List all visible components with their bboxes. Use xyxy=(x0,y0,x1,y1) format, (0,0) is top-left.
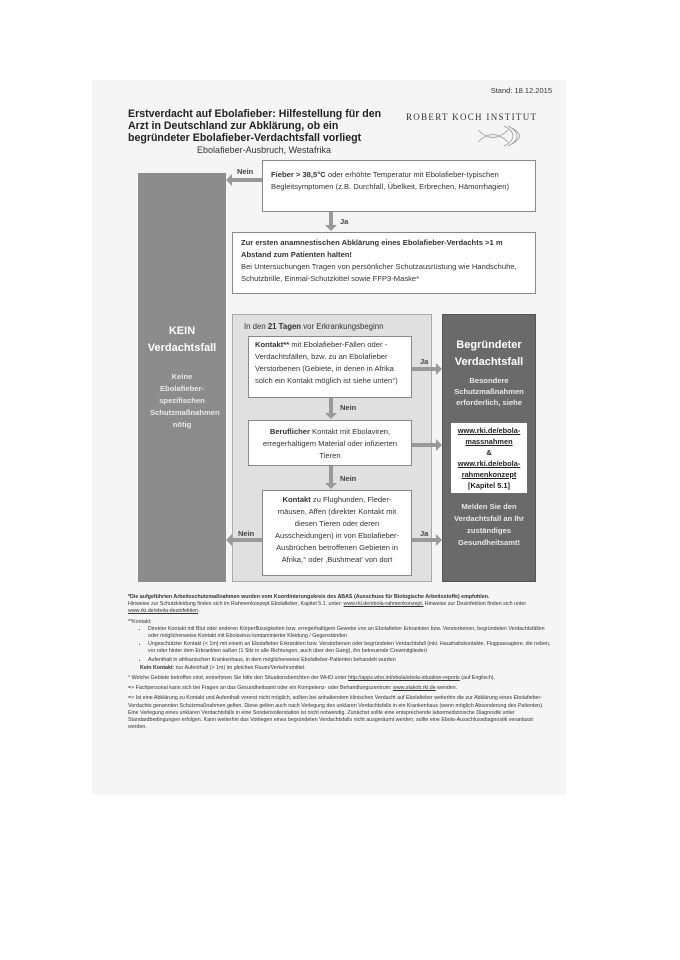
nein-arrow-2-head xyxy=(325,413,337,419)
nein-label-box5: Nein xyxy=(238,529,255,538)
ja-arrow-box3 xyxy=(412,367,436,371)
ja-arrow-1-head xyxy=(325,225,337,231)
justified-suspicion-title: Begründeter Verdachtsfall xyxy=(454,339,524,368)
contact-cases-text: mit Ebolafieber-Fällen oder -Verdachtsfällen, bzw. zu an Ebolafieber Verstorbenen (Gebiete, in denen in Afrika solch ein Kontakt möglich ist siehe unten°) xyxy=(255,340,398,385)
footnotes xyxy=(128,594,552,734)
note-contact-title: **Kontakt: xyxy=(128,618,152,625)
ja-label-box3: Ja xyxy=(420,357,429,366)
list-item: • Ungeschützter Kontakt (< 1m) mit einem an Ebolafieber Erkrankten bzw. Verstorbenen oder begründeten Verdachtsfall (inkl. Haushaltskontakte, Flugpassagiere, die neben, vor oder hinter dem Erkrankten saßen (1 Sitz in alle Richtungen, auch über den Gang), ihn betreuende Crewmitglieder) xyxy=(148,641,552,655)
link-desinfektion[interactable]: www.rki.de/ebola-desinfektion xyxy=(128,608,199,615)
list-item: • Direkter Kontakt mit Blut oder anderen Körperflüssigkeiten bzw. erregerhaltigem Gewebe von an Ebolafieber Erkrankten bzw. Verstorbenen, begründeten Verdachtsfällen oder möglicherweise Kontakt mit Ebolavirus kontaminierter Kleidung / Gegenständen xyxy=(148,626,552,640)
document-title: Erstverdacht auf Ebolafieber: Hilfestellung für den Arzt in Deutschland zur Abklärung, ob ein begründeter Ebolafieber-Verdachtsfall vorliegt xyxy=(128,108,382,144)
21-days-heading: In den 21 Tagen vor Erkrankungsbeginn xyxy=(244,322,384,331)
ja-arrow-1 xyxy=(329,212,333,226)
kapitel-reference: [Kapitel 5.1] xyxy=(468,481,510,490)
nein-arrow-top-head xyxy=(226,174,232,186)
ja-arrow-box4 xyxy=(412,443,436,447)
animal-contact-bold: Kontakt xyxy=(282,495,311,504)
link-who-reports[interactable]: http://apps.who.int/ebola/ebola-situation-reports xyxy=(348,675,460,682)
nein-arrow-box5-head xyxy=(226,534,232,546)
date-stamp: Stand: 18.12.2015 xyxy=(490,86,552,95)
nein-arrow-box5 xyxy=(232,538,262,542)
nein-label-top: Nein xyxy=(237,167,254,176)
nein-label-3: Nein xyxy=(340,474,357,483)
ja-arrow-box3-head xyxy=(436,363,442,375)
protective-measures-text: Besondere Schutzmaßnahmen erforderlich, siehe xyxy=(454,376,524,407)
nein-arrow-top xyxy=(232,178,262,182)
occupational-contact-box xyxy=(248,420,412,466)
document-subtitle: Ebolafieber-Ausbruch, Westafrika xyxy=(197,145,331,155)
note-who: ° Welche Gebiete betroffen sind, entnehmen Sie bitte den Situationsberichten der WHO unter http://apps.who.int/ebola/ebola-situation-reports (auf Englisch). xyxy=(128,675,496,682)
fever-criteria-bold: Fieber > 38,5°C xyxy=(271,170,326,179)
occupational-contact-bold: Beruflicher xyxy=(269,427,310,436)
contact-list xyxy=(148,626,552,664)
institute-name: ROBERT KOCH INSTITUT xyxy=(406,112,538,122)
distance-protection-text: Bei Untersuchungen Tragen von persönlicher Schutzausrüstung wie Handschuhe, Schutzbrille, Einmal-Schutzkittel sowie FFP3-Maske* xyxy=(241,262,517,283)
ja-arrow-box4-head xyxy=(436,439,442,451)
link-ebola-rahmenkonzept[interactable]: www.rki.de/ebola-rahmenkonzept xyxy=(457,459,521,479)
occupational-contact-text: Kontakt mit Ebolaviren, erregerhaltigem Material oder infizierten Tieren xyxy=(262,427,398,460)
report-health-office-text: Melden Sie den Verdachtsfall an Ihr zuständiges Gesundheitsamt! xyxy=(453,502,525,547)
no-suspicion-title: KEIN Verdachtsfall xyxy=(147,325,217,354)
link-ebola-massnahmen[interactable]: www.rki.de/ebola- massnahmen xyxy=(457,426,521,446)
justified-suspicion-column xyxy=(442,314,536,582)
21-days-bold: 21 Tagen xyxy=(267,322,302,331)
rki-logo-icon xyxy=(474,122,528,150)
nein-label-2: Nein xyxy=(340,403,357,412)
no-suspicion-text: Keine Ebolafieber-spezifischen Schutzmaßnahmen nötig xyxy=(150,372,220,429)
list-item: • Aufenthalt in afrikanischen Krankenhaus, in dem möglicherweise Ebolafieber-Patienten behandelt wurden xyxy=(148,657,552,664)
ja-arrow-box5-head xyxy=(436,534,442,546)
contact-cases-box xyxy=(248,336,412,398)
animal-contact-text: zu Flughunden, Fleder-mäusen, Affen (direkter Kontakt mit diesen Tieren oder deren Ausscheidungen) in von Ebolafieber-Ausbrüchen betroffenen Gebieten in Afrika,° oder ‚Bushmeat' von dort xyxy=(274,495,400,564)
distance-protection-bold: Zur ersten anamnestischen Abklärung eines Ebolafieber-Verdachts >1 m Abstand zum Patienten halten! xyxy=(241,238,503,259)
note-protection: *Die aufgeführten Arbeitsschutzmaßnahmen wurden vom Koordinierungskreis des ABAS (Ausschuss für Biologische Arbeitsstoffe) empfohlen. Hinweise zur Schutzkleidung finden sich im Rahmenkonzept Ebolafieber, Kapitel 5.1. unter: www.rki.de/ebola-rahmenkonzept. Hinweise zur Desinfektion finden sich unter www.rki.de/ebola-desinfektion. xyxy=(128,594,527,615)
ja-label-1: Ja xyxy=(340,217,349,226)
note-no-contact: Kein Kontakt: nur Aufenthalt (> 1m) im gleichen Raum/Verkehrsmittel. xyxy=(140,664,306,671)
fever-criteria-box xyxy=(262,160,536,212)
note-unclear-case: => Ist eine Abklärung zu Kontakt und Aufenthalt vorerst nicht möglich, sollten bei anhaltendem klinischen Verdacht auf Ebolafieber weiterhin die zur Abklärung eines Ebolafieber-Verdachts genannten Schutzmaßnahmen gelten. Diese gelten auch nach Verlegung des unklaren Verdachtsfalls in ein Krankenhaus (wenn möglich Absonderung des Patienten). Eine Verlegung eines unklaren Verdachtsfalls in eine Sonderisolierstation ist nicht notwendig. Zunächst sollte eine entsprechende labormedizinische Diagnostik unter Standardbedingungen erfolgen. Kann weiterhin das Vorliegen eines begründeten Verdachtsfalls nicht ausgeräumt werden, sollte eine Ebola-Ausschlussdiagnostik veranlasst werden. xyxy=(128,695,544,731)
contact-cases-bold: Kontakt** xyxy=(255,340,290,349)
nein-arrow-3 xyxy=(329,466,333,484)
link-rahmenkonzept[interactable]: www.rki.de/ebola-rahmenkonzept. xyxy=(343,601,424,608)
ampersand: & xyxy=(486,448,492,457)
note-contact xyxy=(128,619,552,626)
note-stakob: => Fachpersonal kann sich bei Fragen an das Gesundheitsamt oder ein Kompetenz- oder Behandlungszentrum: www.stakob.rki.de wenden. xyxy=(128,685,458,692)
no-suspicion-column xyxy=(138,173,226,582)
link-stakob[interactable]: www.stakob.rki.de xyxy=(393,685,436,692)
animal-contact-box xyxy=(262,490,412,576)
fever-criteria-text: oder erhöhte Temperatur mit Ebolafieber-typischen Begleitsymptomen (z.B. Durchfall, Übelkeit, Erbrechen, Hämorrhagien) xyxy=(271,170,510,191)
document-header xyxy=(128,108,400,155)
ja-arrow-box5 xyxy=(412,538,436,542)
distance-protection-box xyxy=(232,232,536,294)
nein-arrow-2 xyxy=(329,398,333,414)
nein-arrow-3-head xyxy=(325,483,337,489)
measures-links-box xyxy=(451,423,527,493)
ja-label-box5: Ja xyxy=(420,529,429,538)
